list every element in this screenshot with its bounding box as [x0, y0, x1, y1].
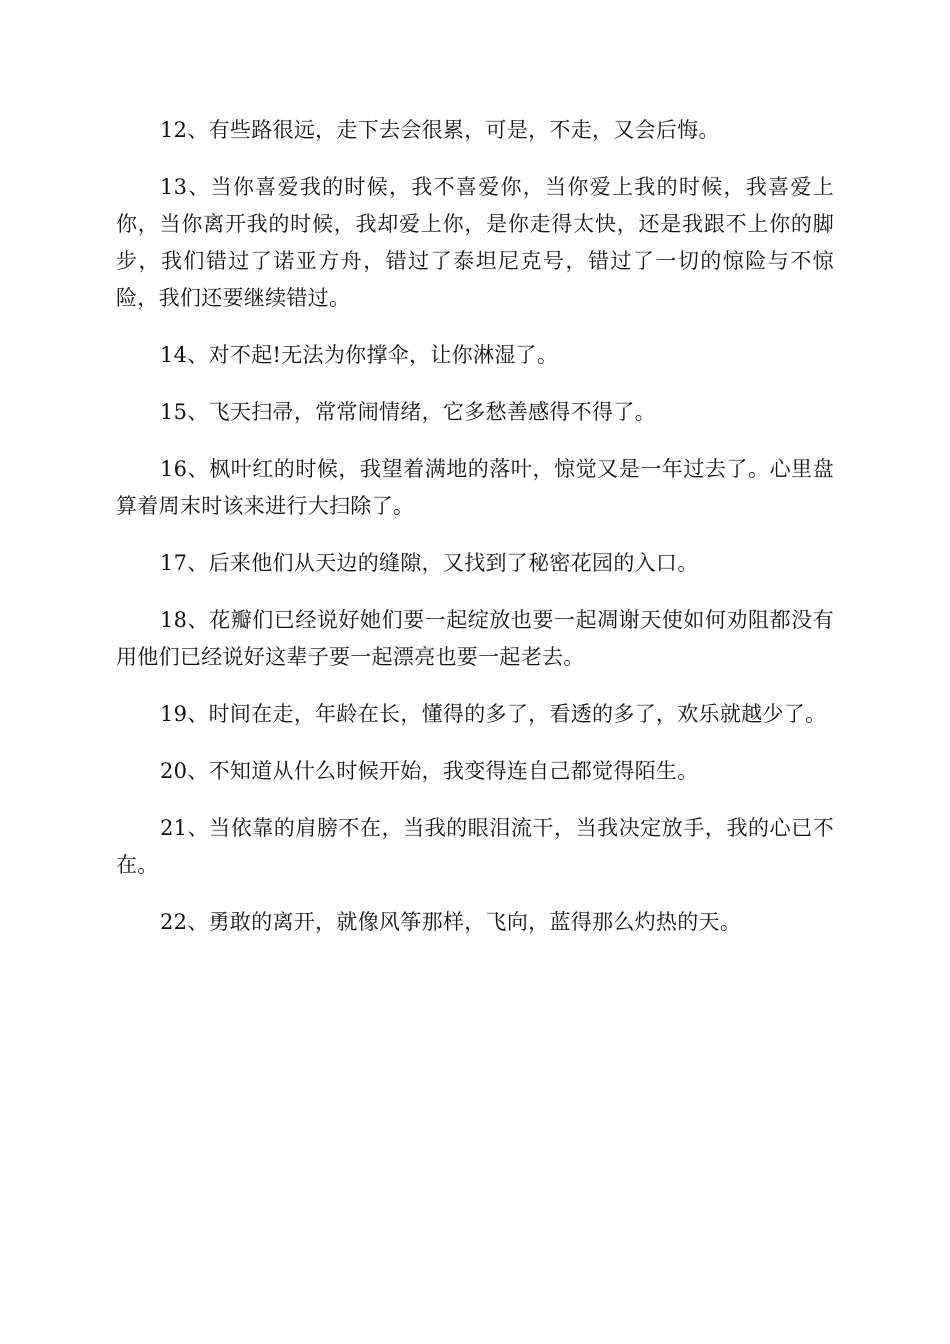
paragraph-13: 13、当你喜爱我的时候，我不喜爱你，当你爱上我的时候，我喜爱上你，当你离开我的时候，我却爱上你，是你走得太快，还是我跟不上你的脚步，我们错过了诺亚方舟，错过了泰坦尼克号，错过了一切的惊险与不惊险，我们还要继续错过。 — [116, 175, 834, 310]
paragraph-12: 12、有些路很远，走下去会很累，可是，不走，又会后悔。 — [160, 118, 720, 142]
paragraph-15: 15、飞天扫帚，常常闹情绪，它多愁善感得不得了。 — [160, 400, 656, 424]
paragraph-18: 18、花瓣们已经说好她们要一起绽放也要一起凋谢天使如何劝阻都没有用他们已经说好这辈子要一起漂亮也要一起老去。 — [116, 608, 834, 669]
paragraph-14: 14、对不起!无法为你撑伞，让你淋湿了。 — [160, 343, 559, 367]
document-body — [116, 112, 834, 961]
paragraph-16: 16、枫叶红的时候，我望着满地的落叶，惊觉又是一年过去了。心里盘算着周末时该来进行大扫除了。 — [116, 457, 834, 518]
paragraph-21: 21、当依靠的肩膀不在，当我的眼泪流干，当我决定放手，我的心已不在。 — [116, 816, 834, 877]
paragraph-22: 22、勇敢的离开，就像风筝那样，飞向，蓝得那么灼热的天。 — [160, 910, 742, 934]
paragraph-20: 20、不知道从什么时候开始，我变得连自己都觉得陌生。 — [160, 759, 699, 783]
paragraph-17: 17、后来他们从天边的缝隙，又找到了秘密花园的入口。 — [160, 551, 699, 575]
paragraph-19: 19、时间在走，年龄在长，懂得的多了，看透的多了，欢乐就越少了。 — [160, 702, 827, 726]
